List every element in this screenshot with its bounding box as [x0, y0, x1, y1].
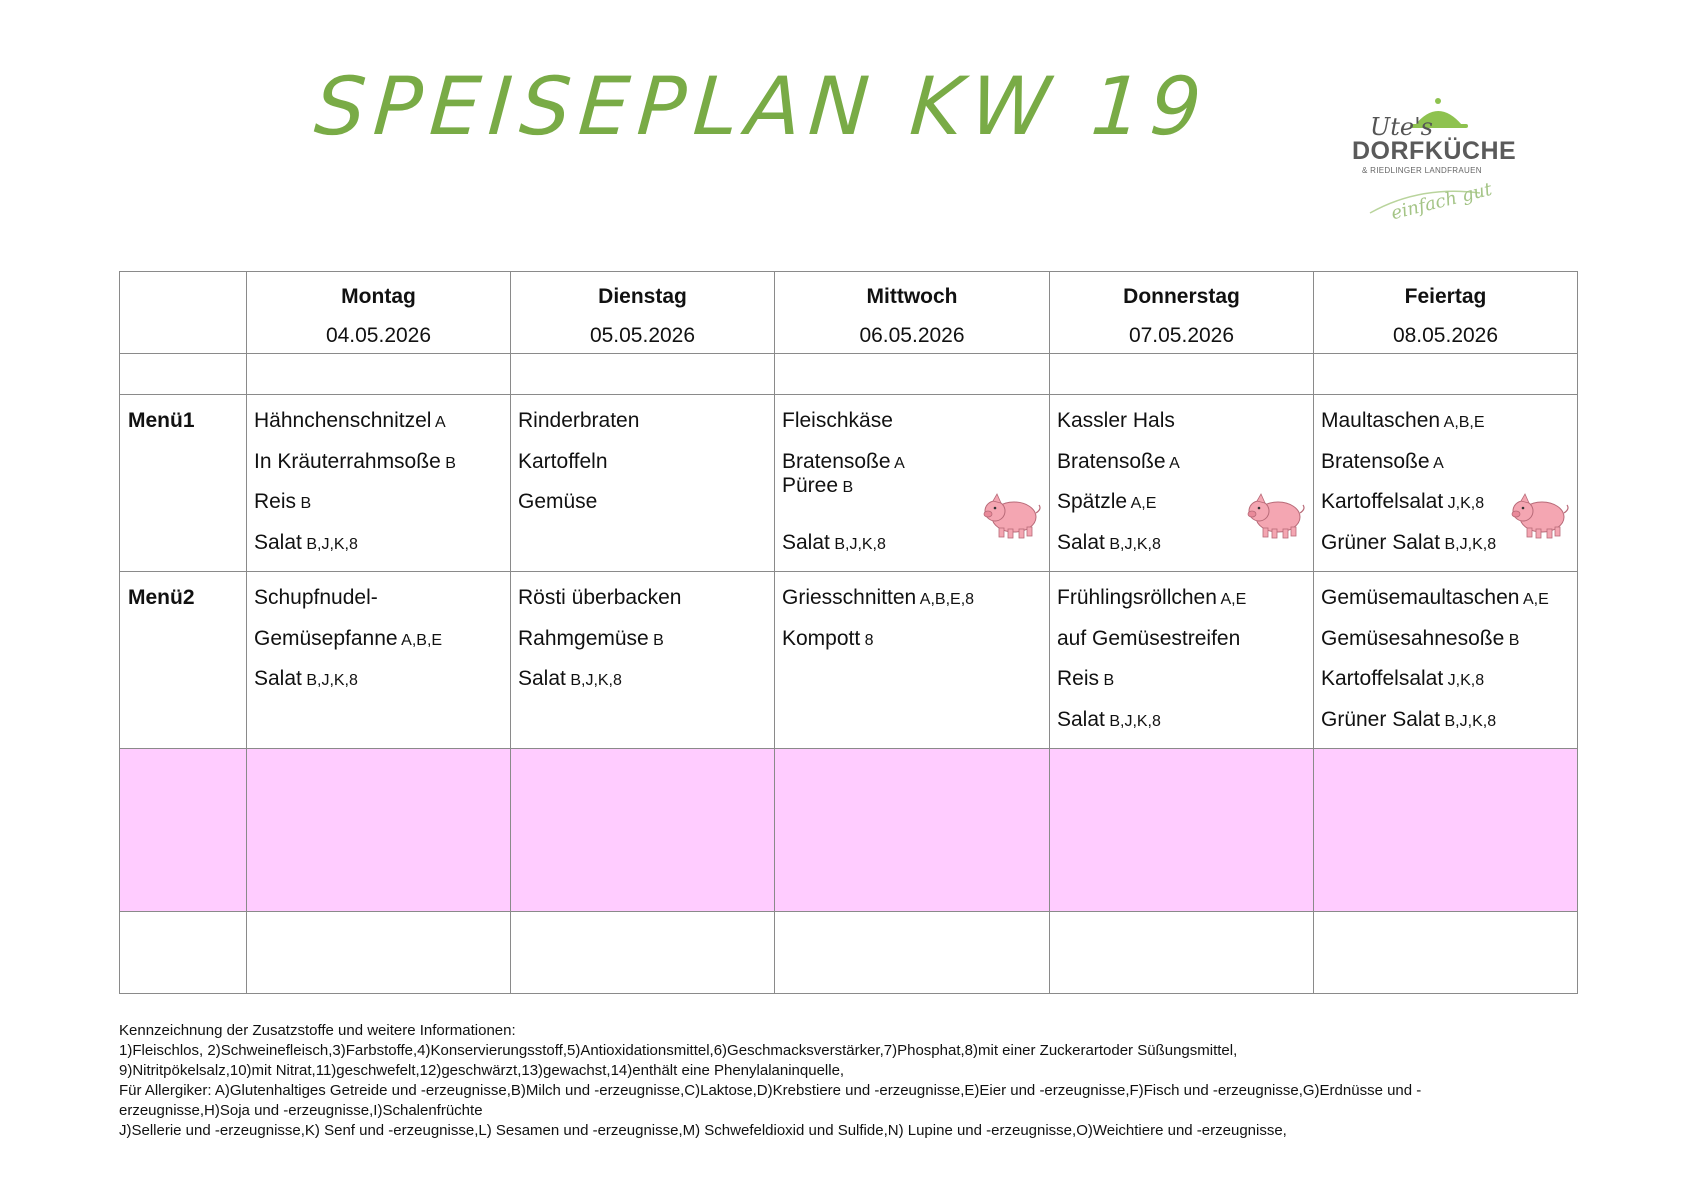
- dish-line: [254, 531, 504, 572]
- dish-line: [254, 586, 504, 627]
- logo-subtitle: & RIEDLINGER LANDFRAUEN: [1362, 166, 1482, 175]
- legend-line: Kennzeichnung der Zusatzstoffe und weitere Informationen:: [119, 1022, 516, 1039]
- menu1-label: Menü1: [120, 395, 247, 572]
- menu1-cell: [1050, 395, 1314, 572]
- menu2-row: [120, 572, 1578, 749]
- dish-name: Kompott: [782, 626, 861, 650]
- dish-name: Gemüsesahnesoße: [1321, 626, 1505, 650]
- dish-line: [1321, 708, 1571, 749]
- allergen-codes: A,E: [1519, 591, 1549, 608]
- dish-name: Reis: [254, 490, 297, 513]
- dish-line: [518, 667, 768, 708]
- menu2-cell: [511, 572, 775, 749]
- dish-line: [518, 490, 768, 531]
- dish-name: Reis: [1057, 667, 1100, 690]
- allergen-codes: B: [1504, 631, 1520, 649]
- dish-line: [1321, 409, 1571, 450]
- menu2-cell: [247, 572, 511, 749]
- allergen-codes: B: [648, 631, 664, 649]
- dish-name: Rahmgemüse: [518, 626, 649, 650]
- dish-name: Rinderbraten: [518, 409, 640, 432]
- dish-name: Rösti überbacken: [518, 586, 682, 609]
- pig-icon: [981, 487, 1043, 549]
- allergen-codes: A,B,E: [1440, 414, 1485, 431]
- allergen-codes: A,B,E,8: [916, 591, 975, 608]
- dish-line: [1321, 586, 1571, 627]
- dish-line: [1321, 627, 1571, 668]
- corner-cell: [120, 272, 247, 354]
- logo-brand: DORFKÜCHE: [1352, 137, 1517, 165]
- allergen-codes: A,E: [1127, 495, 1157, 512]
- dish-line: [1057, 627, 1307, 668]
- allergen-codes: A: [1165, 454, 1180, 472]
- legend-line: J)Sellerie und -erzeugnisse,K) Senf und -erzeugnisse,L) Sesamen und -erzeugnisse,M) Schwefeldioxid und Sulfide,N) Lupine und -erzeugnisse,O)Weichtiere und -erzeugnisse,: [119, 1122, 1287, 1139]
- spacer-row: [120, 354, 1578, 395]
- allergen-codes: B,J,K,8: [301, 535, 358, 553]
- dish-line: [782, 586, 1043, 627]
- allergen-codes: B,J,K,8: [1104, 535, 1161, 553]
- day-header: Donnerstag 07.05.2026: [1050, 272, 1314, 354]
- dish-line: [254, 667, 504, 708]
- day-header: Montag 04.05.2026: [247, 272, 511, 354]
- allergen-codes: B: [440, 454, 456, 472]
- pink-row: [120, 749, 1578, 912]
- dish-line: [254, 490, 504, 531]
- dish-line: [1057, 586, 1307, 627]
- dish-name: In Kräuterrahmsoße: [254, 449, 441, 473]
- menu2-cell: [1314, 572, 1578, 749]
- menu1-cell: [775, 395, 1050, 572]
- dish-name: Salat: [254, 667, 302, 690]
- dish-line: [518, 450, 768, 491]
- dish-name: Salat: [1057, 707, 1105, 731]
- allergen-codes: J,K,8: [1443, 495, 1485, 512]
- pig-icon: [1245, 487, 1307, 549]
- dish-name: Salat: [518, 667, 566, 690]
- menu1-cell: [511, 395, 775, 572]
- dish-name: Grüner Salat: [1321, 707, 1441, 731]
- menu2-label: Menü2: [120, 572, 247, 749]
- allergen-codes: A,E: [1216, 591, 1247, 608]
- allergen-codes: A: [1429, 454, 1444, 472]
- dish-line: [1057, 409, 1307, 450]
- allergen-codes: B: [1099, 672, 1115, 689]
- dish-name: Maultaschen: [1321, 409, 1441, 432]
- allergen-codes: B,J,K,8: [1440, 712, 1497, 730]
- allergen-codes: B,J,K,8: [829, 535, 886, 553]
- allergen-codes: B,J,K,8: [301, 672, 358, 689]
- allergen-codes: B,J,K,8: [1440, 535, 1497, 553]
- dish-line: [254, 409, 504, 450]
- day-header: Feiertag 08.05.2026: [1314, 272, 1578, 354]
- allergen-codes: A: [890, 454, 905, 472]
- allergen-codes: A: [431, 414, 446, 431]
- menu1-cell: [247, 395, 511, 572]
- allergen-codes: B: [838, 478, 854, 496]
- dish-name: Kartoffelsalat: [1321, 490, 1444, 513]
- dish-line: [1321, 667, 1571, 708]
- allergen-codes: B,J,K,8: [1104, 712, 1161, 730]
- dish-name: Hähnchenschnitzel: [254, 409, 432, 432]
- dish-name: Püree: [782, 473, 839, 497]
- allergen-codes: A,B,E: [397, 631, 443, 649]
- legend-line: erzeugnisse,H)Soja und -erzeugnisse,I)Schalenfrüchte: [119, 1102, 483, 1119]
- dish-name: Grüner Salat: [1321, 530, 1441, 554]
- day-header: Dienstag 05.05.2026: [511, 272, 775, 354]
- dish-name: Gemüsemaultaschen: [1321, 586, 1520, 609]
- dish-line: [782, 627, 1043, 668]
- dish-name: Spätzle: [1057, 490, 1128, 513]
- dish-name: Kartoffeln: [518, 449, 608, 473]
- legend-line: 9)Nitritpökelsalz,10)mit Nitrat,11)geschwefelt,12)geschwärzt,13)gewachst,14)enthält eine Phenylalaninquelle,: [119, 1062, 845, 1079]
- dish-name: Gemüse: [518, 490, 598, 513]
- menu1-row: [120, 395, 1578, 572]
- dish-name: Bratensoße: [1321, 449, 1430, 473]
- dish-name: Bratensoße: [1057, 449, 1166, 473]
- dish-line: [1057, 450, 1307, 491]
- legend-line: 1)Fleischlos, 2)Schweinefleisch,3)Farbstoffe,4)Konservierungsstoff,5)Antioxidationsmittel,6)Geschmacksverstärker,7)Phosphat,8)mit einer Zuckerartoder Süßungsmittel,: [119, 1042, 1238, 1059]
- allergen-codes: B: [296, 495, 312, 512]
- logo-script: Ute's: [1370, 113, 1433, 141]
- menu2-cell: [1050, 572, 1314, 749]
- dish-line: [1057, 667, 1307, 708]
- dish-line: [782, 409, 1043, 450]
- menu-table: [119, 271, 1578, 994]
- additives-legend: [119, 1021, 1421, 1141]
- page-title: SPEISEPLAN KW 19: [311, 60, 1213, 153]
- logo-tagline: einfach gut: [1388, 178, 1495, 225]
- dish-name: Gemüsepfanne: [254, 626, 398, 650]
- dish-name: Salat: [254, 530, 302, 554]
- menu1-cell: [1314, 395, 1578, 572]
- allergen-codes: J,K,8: [1443, 672, 1485, 689]
- dish-name: Kassler Hals: [1057, 409, 1175, 432]
- dish-line: [1321, 450, 1571, 491]
- dish-name: Salat: [782, 530, 830, 554]
- dish-name: Salat: [1057, 530, 1105, 554]
- dish-name: auf Gemüsestreifen: [1057, 626, 1241, 650]
- header-row: [120, 272, 1578, 354]
- dish-name: Frühlingsröllchen: [1057, 586, 1217, 609]
- empty-row: [120, 912, 1578, 994]
- brand-logo: [1340, 95, 1517, 235]
- dish-name: Bratensoße: [782, 449, 891, 473]
- menu2-cell: [775, 572, 1050, 749]
- dish-line: [518, 586, 768, 627]
- dish-line: [254, 450, 504, 491]
- dish-line: [518, 409, 768, 450]
- dish-name: Kartoffelsalat: [1321, 667, 1444, 690]
- allergen-codes: B,J,K,8: [565, 672, 622, 689]
- allergen-codes: 8: [860, 631, 874, 649]
- day-header: Mittwoch 06.05.2026: [775, 272, 1050, 354]
- legend-line: Für Allergiker: A)Glutenhaltiges Getreide und -erzeugnisse,B)Milch und -erzeugnisse,C)Laktose,D)Krebstiere und -erzeugnisse,E)Eier und -erzeugnisse,F)Fisch und -erzeugnisse,G)Erdnüsse und -: [119, 1082, 1422, 1099]
- dish-line: [1057, 708, 1307, 749]
- dish-line: [518, 627, 768, 668]
- pig-icon: [1509, 487, 1571, 549]
- dish-name: Fleischkäse: [782, 409, 893, 432]
- dish-name: Griesschnitten: [782, 586, 917, 609]
- dish-line: [782, 450, 1043, 474]
- dish-name: Schupfnudel-: [254, 586, 378, 609]
- dish-line: [254, 627, 504, 668]
